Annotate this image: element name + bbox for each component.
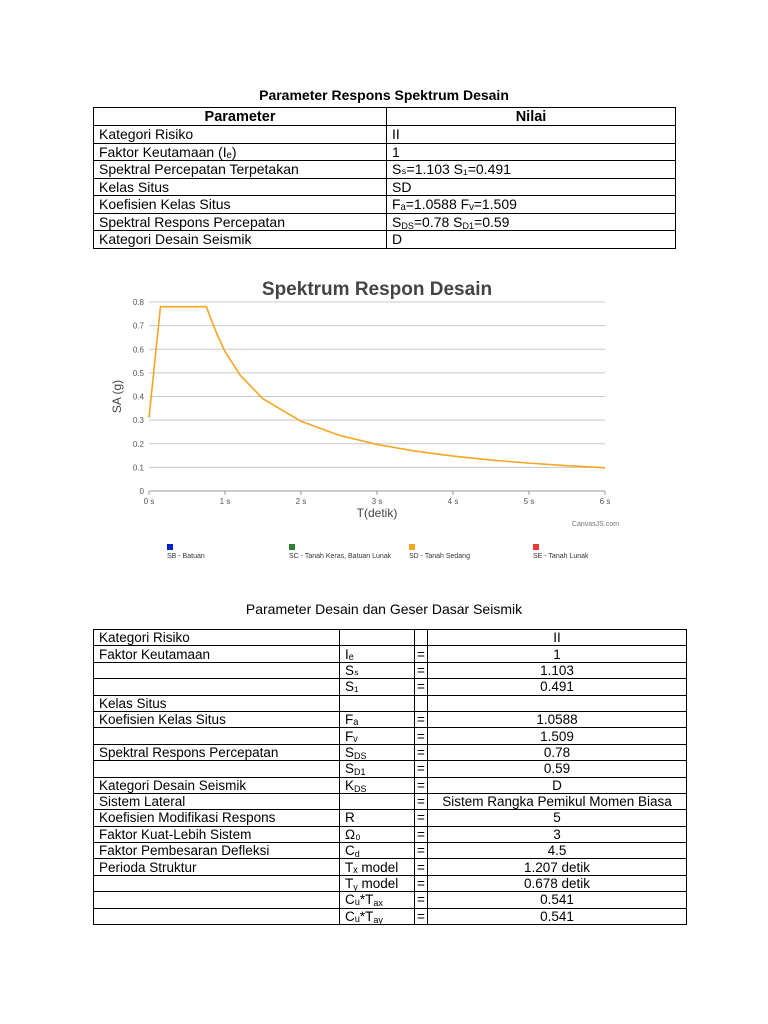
header-parameter: Parameter bbox=[94, 108, 387, 126]
symbol-cell: $S_{DS}$ bbox=[340, 744, 415, 760]
symbol-cell: $T_y$ model bbox=[340, 875, 415, 891]
table-row bbox=[94, 196, 676, 214]
legend-swatch bbox=[289, 544, 295, 550]
label-cell: Kategori Desain Seismik bbox=[94, 777, 340, 793]
legend-label: SE - Tanah Lunak bbox=[533, 553, 589, 560]
table-row bbox=[94, 728, 687, 744]
response-spectrum-parameter-table bbox=[93, 107, 676, 249]
symbol-cell: $Cᵤ*T_{ax}$ bbox=[340, 892, 415, 908]
equals-cell: = bbox=[415, 662, 428, 678]
header-nilai: Nilai bbox=[387, 108, 676, 126]
parameter-cell: Spektral Respons Percepatan bbox=[94, 213, 387, 231]
equals-cell: = bbox=[415, 826, 428, 842]
equals-cell: = bbox=[415, 892, 428, 908]
equals-cell bbox=[415, 630, 428, 646]
legend-label: SC - Tanah Keras, Batuan Lunak bbox=[289, 553, 392, 560]
value-cell: 0.541 bbox=[428, 908, 687, 924]
table-row bbox=[94, 892, 687, 908]
legend-label: SD - Tanah Sedang bbox=[409, 553, 470, 560]
table-row bbox=[94, 810, 687, 826]
legend-swatch bbox=[533, 544, 539, 550]
symbol-cell bbox=[340, 793, 415, 809]
symbol-cell: Fᵥ bbox=[340, 728, 415, 744]
chart-title: Spektrum Respon Desain bbox=[261, 279, 493, 300]
y-tick-label: 0.1 bbox=[132, 463, 144, 473]
value-cell: 1 bbox=[387, 143, 676, 161]
y-tick-label: 0.4 bbox=[132, 392, 144, 402]
label-cell bbox=[94, 892, 340, 908]
table-row bbox=[94, 646, 687, 662]
value-cell: 5 bbox=[428, 810, 687, 826]
symbol-cell: $C_d$ bbox=[340, 843, 415, 859]
table-row bbox=[94, 875, 687, 891]
equals-cell: = bbox=[415, 761, 428, 777]
equals-cell: = bbox=[415, 646, 428, 662]
label-cell: Faktor Pembesaran Defleksi bbox=[94, 843, 340, 859]
table-row bbox=[94, 826, 687, 842]
symbol-cell: $S_{D1}$ bbox=[340, 761, 415, 777]
value-cell: 1.509 bbox=[428, 728, 687, 744]
y-tick-label: 0.5 bbox=[132, 368, 144, 378]
value-cell: 0.491 bbox=[428, 679, 687, 695]
x-tick-label: 1 s bbox=[219, 497, 231, 506]
label-cell bbox=[94, 908, 340, 924]
y-tick-label: 0.7 bbox=[132, 321, 144, 331]
y-tick-label: 0.2 bbox=[132, 439, 144, 449]
symbol-cell bbox=[340, 630, 415, 646]
equals-cell: = bbox=[415, 875, 428, 891]
label-cell: Kategori Risiko bbox=[94, 630, 340, 646]
table-row bbox=[94, 695, 687, 711]
equals-cell bbox=[415, 695, 428, 711]
value-cell: II bbox=[387, 126, 676, 144]
table-row bbox=[94, 143, 676, 161]
value-cell: 1 bbox=[428, 646, 687, 662]
x-tick-label: 0 s bbox=[143, 497, 155, 506]
label-cell bbox=[94, 875, 340, 891]
equals-cell: = bbox=[415, 908, 428, 924]
equals-cell: = bbox=[415, 810, 428, 826]
table-row bbox=[94, 679, 687, 695]
symbol-cell: Iₑ bbox=[340, 646, 415, 662]
label-cell: Koefisien Modifikasi Respons bbox=[94, 810, 340, 826]
x-axis-label: T(detik) bbox=[356, 506, 398, 520]
table-row bbox=[94, 231, 676, 249]
value-cell: 1.207 detik bbox=[428, 859, 687, 875]
chart-credit: CanvasJS.com bbox=[571, 521, 619, 528]
legend-swatch bbox=[409, 544, 415, 550]
equals-cell: = bbox=[415, 777, 428, 793]
value-cell: Fₐ=1.0588 Fᵥ=1.509 bbox=[387, 196, 676, 214]
table1-title: Parameter Respons Spektrum Desain bbox=[259, 87, 509, 103]
x-tick-label: 4 s bbox=[447, 497, 459, 506]
table-row bbox=[94, 744, 687, 760]
label-cell: Perioda Struktur bbox=[94, 859, 340, 875]
table-row bbox=[94, 126, 676, 144]
value-cell: 3 bbox=[428, 826, 687, 842]
table-row bbox=[94, 711, 687, 727]
legend-label: SB - Batuan bbox=[167, 553, 205, 560]
equals-cell: = bbox=[415, 859, 428, 875]
value-cell: II bbox=[428, 630, 687, 646]
y-tick-label: 0 bbox=[139, 487, 144, 496]
value-cell: 0.78 bbox=[428, 744, 687, 760]
label-cell: Kelas Situs bbox=[94, 695, 340, 711]
table-row bbox=[94, 843, 687, 859]
symbol-cell: Tₓ model bbox=[340, 859, 415, 875]
equals-cell: = bbox=[415, 711, 428, 727]
value-cell: Sistem Rangka Pemikul Momen Biasa bbox=[428, 793, 687, 809]
value-cell: 4.5 bbox=[428, 843, 687, 859]
value-cell: D bbox=[387, 231, 676, 249]
table-row bbox=[94, 630, 687, 646]
table-row bbox=[94, 161, 676, 179]
value-cell: D bbox=[428, 777, 687, 793]
label-cell bbox=[94, 662, 340, 678]
value-cell: 0.59 bbox=[428, 761, 687, 777]
equals-cell: = bbox=[415, 744, 428, 760]
table-row bbox=[94, 662, 687, 678]
legend-swatch bbox=[167, 544, 173, 550]
x-tick-label: 3 s bbox=[371, 497, 383, 506]
y-tick-label: 0.6 bbox=[132, 345, 144, 355]
table-row bbox=[94, 178, 676, 196]
design-response-spectrum-chart bbox=[93, 268, 633, 574]
parameter-cell: Kategori Desain Seismik bbox=[94, 231, 387, 249]
label-cell: Faktor Kuat-Lebih Sistem bbox=[94, 826, 340, 842]
table-row bbox=[94, 761, 687, 777]
value-cell: Sₛ=1.103 S₁=0.491 bbox=[387, 161, 676, 179]
label-cell: Koefisien Kelas Situs bbox=[94, 711, 340, 727]
equals-cell: = bbox=[415, 793, 428, 809]
seismic-design-parameter-table bbox=[93, 629, 687, 925]
symbol-cell: Sₛ bbox=[340, 662, 415, 678]
value-cell: SD bbox=[387, 178, 676, 196]
label-cell bbox=[94, 728, 340, 744]
y-tick-label: 0.8 bbox=[132, 298, 144, 307]
symbol-cell: Fₐ bbox=[340, 711, 415, 727]
table-row bbox=[94, 793, 687, 809]
parameter-cell: Koefisien Kelas Situs bbox=[94, 196, 387, 214]
value-cell: 1.103 bbox=[428, 662, 687, 678]
label-cell bbox=[94, 761, 340, 777]
symbol-cell: Ω₀ bbox=[340, 826, 415, 842]
y-axis-label: SA (g) bbox=[110, 379, 124, 414]
symbol-cell: R bbox=[340, 810, 415, 826]
label-cell: Faktor Keutamaan bbox=[94, 646, 340, 662]
parameter-cell: Kelas Situs bbox=[94, 178, 387, 196]
value-cell bbox=[428, 695, 687, 711]
value-cell: $S_{DS}=0.78$ $S_{D1}=0.59$ bbox=[387, 213, 676, 231]
parameter-cell: Faktor Keutamaan (Iₑ) bbox=[94, 143, 387, 161]
symbol-cell: $K_{DS}$ bbox=[340, 777, 415, 793]
value-cell: 1.0588 bbox=[428, 711, 687, 727]
y-tick-label: 0.3 bbox=[132, 416, 144, 426]
value-cell: 0.541 bbox=[428, 892, 687, 908]
table-row bbox=[94, 859, 687, 875]
value-cell: 0.678 detik bbox=[428, 875, 687, 891]
parameter-cell: Kategori Risiko bbox=[94, 126, 387, 144]
label-cell bbox=[94, 679, 340, 695]
x-tick-label: 2 s bbox=[295, 497, 307, 506]
table2-title: Parameter Desain dan Geser Dasar Seismik bbox=[245, 601, 523, 617]
table-row bbox=[94, 777, 687, 793]
symbol-cell bbox=[340, 695, 415, 711]
symbol-cell: $Cᵤ*T_{ay}$ bbox=[340, 908, 415, 924]
equals-cell: = bbox=[415, 728, 428, 744]
label-cell: Sistem Lateral bbox=[94, 793, 340, 809]
table-row bbox=[94, 213, 676, 231]
equals-cell: = bbox=[415, 843, 428, 859]
x-tick-label: 5 s bbox=[523, 497, 535, 506]
parameter-cell: Spektral Percepatan Terpetakan bbox=[94, 161, 387, 179]
table-row bbox=[94, 908, 687, 924]
table-header-row bbox=[94, 108, 676, 126]
label-cell: Spektral Respons Percepatan bbox=[94, 744, 340, 760]
x-tick-label: 6 s bbox=[599, 497, 611, 506]
symbol-cell: S₁ bbox=[340, 679, 415, 695]
equals-cell: = bbox=[415, 679, 428, 695]
